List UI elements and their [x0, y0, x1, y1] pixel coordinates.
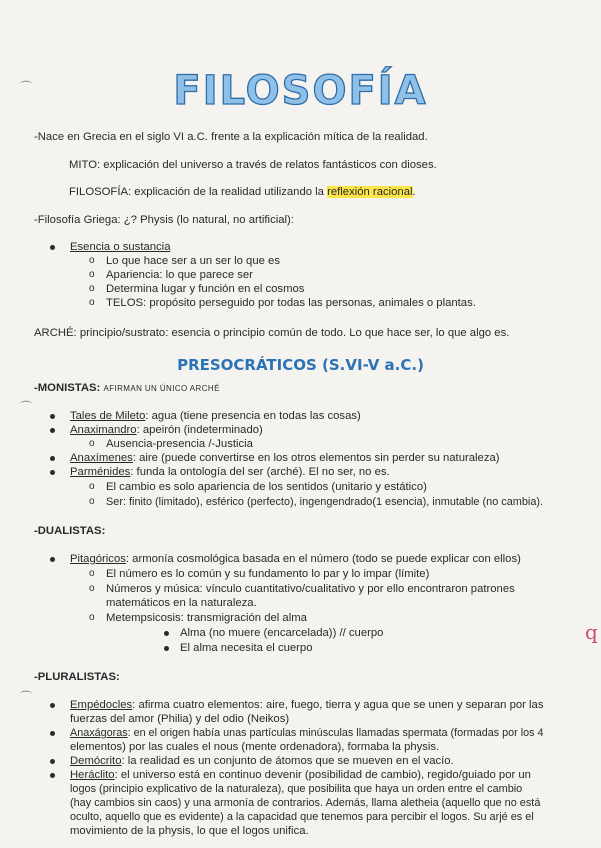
bullet-icon	[50, 759, 55, 764]
emp-line	[70, 698, 544, 712]
intro-origin: -Nace en Grecia en el siglo VI a.C. frente a la explicación mítica de la realidad.	[34, 131, 428, 143]
griega-item: Determina lugar y función en el cosmos	[106, 283, 305, 295]
pit-sub: El número es lo común y su fundamento lo par y lo impar (límite)	[106, 568, 430, 580]
monistas-heading: -MONISTAS:	[34, 382, 101, 394]
pit-text: : armonía cosmológica basada en el número (todo se puede explicar con ellos)	[125, 553, 521, 565]
emp-text: : afirma cuatro elementos: aire, fuego, tierra y agua que se unen y separan por las	[132, 699, 544, 711]
her-text-cont: oculto, aquello que es evidente) a la capacidad que tenemos para percibir el logos. Su arjé es el	[70, 811, 534, 823]
bullet-icon	[50, 245, 55, 250]
pit-sub-cont: matemáticos en la naturaleza.	[106, 597, 257, 609]
parm-name: Parménides	[70, 466, 131, 478]
her-text-cont: (hay cambios sin caos) y una armonía de contrarios. Además, llama aletheia (aquello que no está	[70, 797, 541, 809]
anaxag-line	[70, 726, 544, 740]
anax-line	[70, 423, 263, 437]
her-text-cont: logos (principio explicativo de la naturaleza), que posibilita que haya un orden entre el cambio	[70, 783, 523, 795]
alma-item: El alma necesita el cuerpo	[180, 642, 313, 654]
parm-line	[70, 465, 390, 479]
bullet-icon	[50, 731, 55, 736]
circle-bullet-icon: o	[89, 568, 95, 579]
monistas-heading-line	[34, 381, 220, 396]
circle-bullet-icon: o	[89, 283, 95, 294]
anaxim-text: : aire (puede convertirse en los otros elementos sin perder su naturaleza)	[132, 452, 500, 464]
arche-line: ARCHÉ: principio/sustrato: esencia o principio común de todo. Lo que hace ser, lo que algo es.	[34, 327, 510, 339]
parm-text: : funda la ontología del ser (arché). El no ser, no es.	[130, 466, 390, 478]
intro-mito: MITO: explicación del universo a través de relatos fantásticos con dioses.	[69, 159, 437, 171]
demo-text: : la realidad es un conjunto de átomos que se mueven en el vacío.	[121, 755, 454, 767]
pit-name: Pitagóricos	[70, 553, 126, 565]
scan-mark: ⌒	[20, 690, 33, 704]
anaxag-text-cont: elementos) por las cuales el nous (mente ordenadora), formaba la physis.	[70, 741, 440, 753]
bullet-icon	[50, 456, 55, 461]
parm-sub: Ser: finito (limitado), esférico (perfecto), ingengendrado(1 esencia), inmutable (no cambia).	[106, 496, 544, 508]
circle-bullet-icon: o	[89, 255, 95, 266]
bullet-icon	[50, 703, 55, 708]
emp-text-cont: fuerzas del amor (Philia) y del odio (Neikos)	[70, 713, 290, 725]
bullet-icon	[164, 631, 169, 636]
griega-item: Lo que hace ser a un ser lo que es	[106, 255, 280, 267]
bullet-icon	[50, 428, 55, 433]
anax-sub: Ausencia-presencia /-Justicia	[106, 438, 253, 450]
her-line	[70, 768, 531, 782]
pit-sub: Metempsicosis: transmigración del alma	[106, 612, 307, 624]
her-name: Heráclito	[70, 769, 115, 781]
monistas-note: AFIRMAN UN ÚNICO ARCHÉ	[103, 384, 220, 393]
alma-item: Alma (no muere (encarcelada)) // cuerpo	[180, 627, 384, 639]
pluralistas-heading: -PLURALISTAS:	[34, 671, 120, 683]
filosofia-prefix: FILOSOFÍA: explicación de la realidad utilizando la	[69, 186, 328, 198]
anaxag-name: Anaxágoras	[70, 727, 128, 739]
circle-bullet-icon: o	[89, 583, 95, 594]
circle-bullet-icon: o	[89, 297, 95, 308]
anaxag-text: : en el origen había unas partículas minúsculas llamadas spermata (formadas por los 4	[127, 727, 544, 739]
demo-line	[70, 754, 454, 768]
anaxim-line	[70, 451, 500, 465]
bullet-icon	[50, 557, 55, 562]
scan-mark: ⌒	[20, 400, 33, 414]
margin-note: q	[585, 620, 598, 644]
circle-bullet-icon: o	[89, 496, 95, 507]
circle-bullet-icon: o	[89, 269, 95, 280]
her-text-cont: movimiento de la physis, lo que el logos unifica.	[70, 825, 309, 837]
emp-name: Empédocles	[70, 699, 133, 711]
pit-line	[70, 552, 521, 566]
section-title: PRESOCRÁTICOS (S.VI-V a.C.)	[177, 356, 424, 374]
griega-item: Apariencia: lo que parece ser	[106, 269, 253, 281]
her-text: : el universo está en continuo devenir (posibilidad de cambio), regido/guiado por un	[114, 769, 531, 781]
highlight-reflexion: reflexión racional	[327, 186, 413, 198]
tales-name: Tales de Mileto	[70, 410, 146, 422]
griega-item: TELOS: propósito perseguido por todas las personas, animales o plantas.	[106, 297, 476, 309]
dualistas-heading: -DUALISTAS:	[34, 525, 106, 537]
anaxim-name: Anaxímenes	[70, 452, 133, 464]
griega-bullet: Esencia o sustancia	[70, 241, 171, 253]
page-title: FILOSOFÍA	[173, 68, 428, 114]
bullet-icon	[50, 773, 55, 778]
bullet-icon	[50, 414, 55, 419]
demo-name: Demócrito	[70, 755, 122, 767]
tales-line	[70, 409, 361, 423]
parm-sub: El cambio es solo apariencia de los sentidos (unitario y estático)	[106, 481, 427, 493]
anax-name: Anaximandro	[70, 424, 137, 436]
circle-bullet-icon: o	[89, 612, 95, 623]
filosofia-suffix: .	[412, 186, 416, 198]
griega-line: -Filosofía Griega: ¿? Physis (lo natural, no artificial):	[34, 214, 294, 226]
anax-text: : apeirón (indeterminado)	[136, 424, 263, 436]
circle-bullet-icon: o	[89, 438, 95, 449]
intro-filosofia	[69, 185, 416, 199]
pit-sub: Números y música: vínculo cuantitativo/cualitativo y por ello encontraron patrones	[106, 583, 515, 595]
scan-mark: ⌒	[20, 80, 33, 94]
bullet-icon	[50, 470, 55, 475]
tales-text: : agua (tiene presencia en todas las cosas)	[145, 410, 361, 422]
circle-bullet-icon: o	[89, 481, 95, 492]
bullet-icon	[164, 646, 169, 651]
